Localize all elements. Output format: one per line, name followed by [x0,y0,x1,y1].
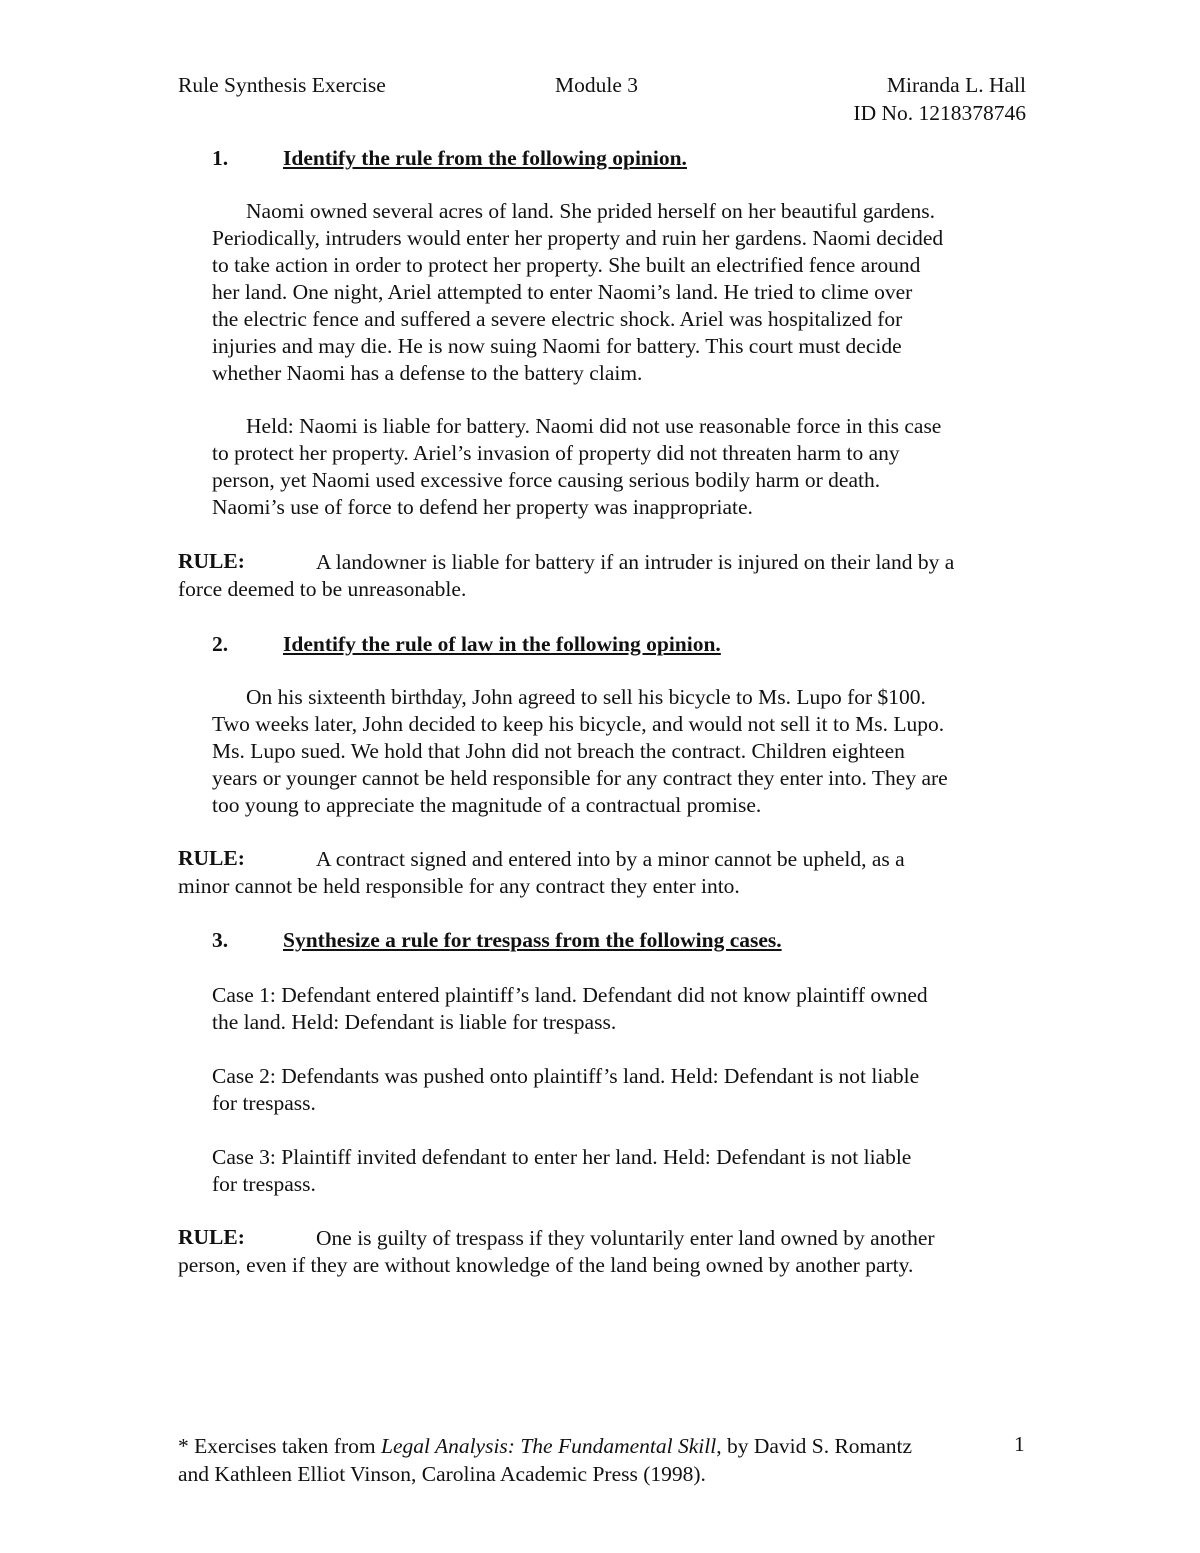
text-line: person, even if they are without knowledge of the land being owned by another party. [178,1253,914,1277]
q1-opinion [212,198,1027,387]
text-line: Periodically, intruders would enter her property and ruin her gardens. Naomi decided [212,226,944,250]
text-line: the land. Held: Defendant is liable for trespass. [212,1010,617,1034]
q3-rule-label: RULE: [178,1225,245,1249]
q3-rule [178,1225,1028,1279]
footnote-prefix: * Exercises taken from [178,1434,381,1458]
text-line: force deemed to be unreasonable. [178,577,467,601]
q2-number: 2. [212,632,229,656]
header-id: ID No. 1218378746 [853,101,1026,125]
q3-case-3 [212,1144,1027,1198]
text-line: years or younger cannot be held responsible for any contract they enter into. They are [212,766,948,790]
q1-rule-label: RULE: [178,549,245,573]
text-line: Case 1: Defendant entered plaintiff’s land. Defendant did not know plaintiff owned [212,983,928,1007]
text-line: to take action in order to protect her property. She built an electrified fence around [212,253,921,277]
text-line: her land. One night, Ariel attempted to enter Naomi’s land. He tried to clime over [212,280,913,304]
q3-title: Synthesize a rule for trespass from the following cases. [283,928,782,952]
text-line: Held: Naomi is liable for battery. Naomi did not use reasonable force in this case [246,414,942,438]
q1-number: 1. [212,146,229,170]
q1-rule [178,549,1028,603]
q2-title: Identify the rule of law in the following opinion. [283,632,721,656]
text-line: to protect her property. Ariel’s invasion of property did not threaten harm to any [212,441,900,465]
text-line: whether Naomi has a defense to the battery claim. [212,361,643,385]
text-line: for trespass. [212,1172,316,1196]
text-line: On his sixteenth birthday, John agreed to sell his bicycle to Ms. Lupo for $100. [246,685,926,709]
q1-title: Identify the rule from the following opinion. [283,146,687,170]
text-line: minor cannot be held responsible for any contract they enter into. [178,874,740,898]
page-number: 1 [1014,1432,1025,1456]
q2-rule [178,846,1028,900]
footnote-suffix: , by David S. Romantz [716,1434,913,1458]
text-line: for trespass. [212,1091,316,1115]
footnote-line-2: and Kathleen Elliot Vinson, Carolina Academic Press (1998). [178,1462,706,1486]
footnote [178,1432,1028,1488]
text-line: Two weeks later, John decided to keep his bicycle, and would not sell it to Ms. Lupo. [212,712,945,736]
text-line: Ms. Lupo sued. We hold that John did not breach the contract. Children eighteen [212,739,905,763]
text-line: Case 2: Defendants was pushed onto plaintiff’s land. Held: Defendant is not liable [212,1064,920,1088]
q2-rule-label: RULE: [178,846,245,870]
text-line: Naomi owned several acres of land. She prided herself on her beautiful gardens. [246,199,935,223]
header-title: Rule Synthesis Exercise [178,73,386,97]
page-header [178,73,1026,133]
text-line: injuries and may die. He is now suing Naomi for battery. This court must decide [212,334,902,358]
text-line: One is guilty of trespass if they voluntarily enter land owned by another [316,1226,935,1250]
footnote-line-1 [178,1432,1028,1460]
q3-case-2 [212,1063,1027,1117]
text-line: the electric fence and suffered a severe electric shock. Ariel was hospitalized for [212,307,903,331]
q2-opinion [212,684,1027,819]
q3-case-1 [212,982,1027,1036]
footnote-book-title: Legal Analysis: The Fundamental Skill [380,1434,717,1458]
text-line: Naomi’s use of force to defend her property was inappropriate. [212,495,753,519]
text-line: Case 3: Plaintiff invited defendant to enter her land. Held: Defendant is not liable [212,1145,912,1169]
text-line: A landowner is liable for battery if an intruder is injured on their land by a [316,550,955,574]
q1-holding [212,413,1027,521]
text-line: too young to appreciate the magnitude of a contractual promise. [212,793,762,817]
header-author: Miranda L. Hall [886,73,1026,97]
text-line: person, yet Naomi used excessive force causing serious bodily harm or death. [212,468,881,492]
q3-number: 3. [212,928,229,952]
header-module: Module 3 [555,73,639,97]
text-line: A contract signed and entered into by a minor cannot be upheld, as a [316,847,905,871]
